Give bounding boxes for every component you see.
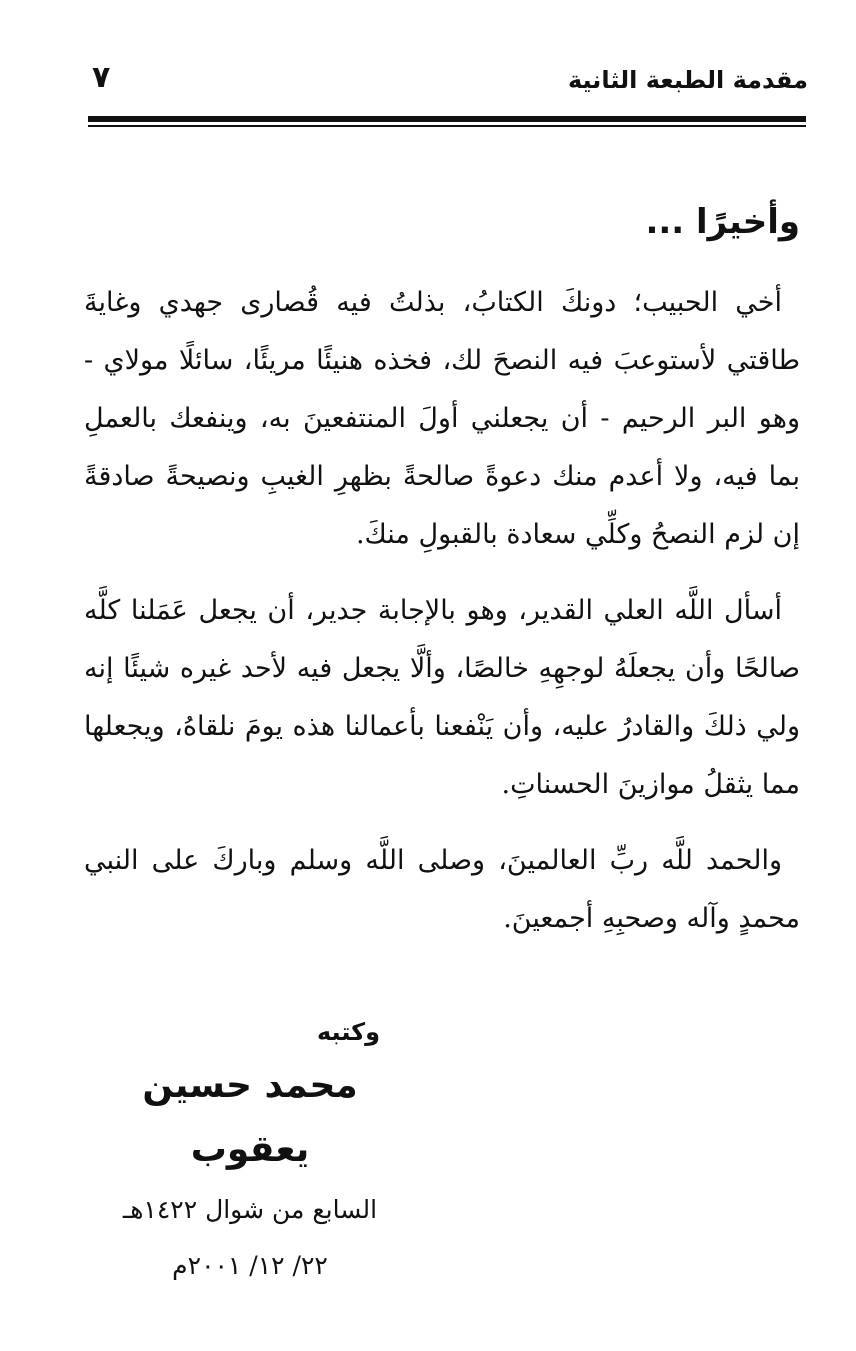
hijri-date: السابع من شوال ١٤٢٢هـ: [122, 1195, 378, 1224]
author-name: محمد حسين يعقوب: [142, 1065, 358, 1170]
running-title: مقدمة الطبعة الثانية: [567, 66, 808, 94]
gregorian-date: ٢٢/ ١٢/ ٢٠٠١م: [172, 1251, 328, 1280]
author-signature: [90, 1010, 410, 1294]
paragraph-closing-advice: أخي الحبيب؛ دونكَ الكتابُ، بذلتُ فيه قُصارى جهدي وغايةَ طاقتي لأستوعبَ فيه النصحَ لك، فخذه هنيئًا مريئًا، سائلًا مولاي - وهو البر الرحيم - أن يجعلني أولَ المنتفعينَ به، وينفعك بالعملِ بما فيه، ولا أعدم منك دعوةً صالحةً بظهرِ الغيبِ ونصيحةً صادقةً إن لزم النصحُ وكلِّي سعادة بالقبولِ منكَ.: [84, 287, 800, 550]
header-rule-thin: [88, 125, 806, 127]
paragraph-supplication: أسأل اللَّه العلي القدير، وهو بالإجابة جدير، أن يجعل عَمَلنا كلَّه صالحًا وأن يجعلَهُ لوجهِهِ خالصًا، وألَّا يجعل فيه لأحد غيره شيئًا إنه ولي ذلكَ والقادرُ عليه، وأن يَنْفعنا بأعمالنا هذه يومَ نلقاهُ، ويجعلها مما يثقلُ موازينَ الحسناتِ.: [84, 595, 800, 800]
main-content: [84, 192, 800, 966]
section-heading: وأخيرًا ...: [645, 202, 800, 242]
page-header: [88, 58, 808, 108]
signature-intro: وكتبه: [316, 1018, 380, 1046]
paragraph-praise: والحمد للَّه ربِّ العالمينَ، وصلى اللَّه وسلم وباركَ على النبي محمدٍ وآله وصحبِهِ أجمعينَ.: [84, 845, 800, 934]
page-number: ٧: [92, 60, 111, 95]
header-rule-thick: [88, 116, 806, 122]
